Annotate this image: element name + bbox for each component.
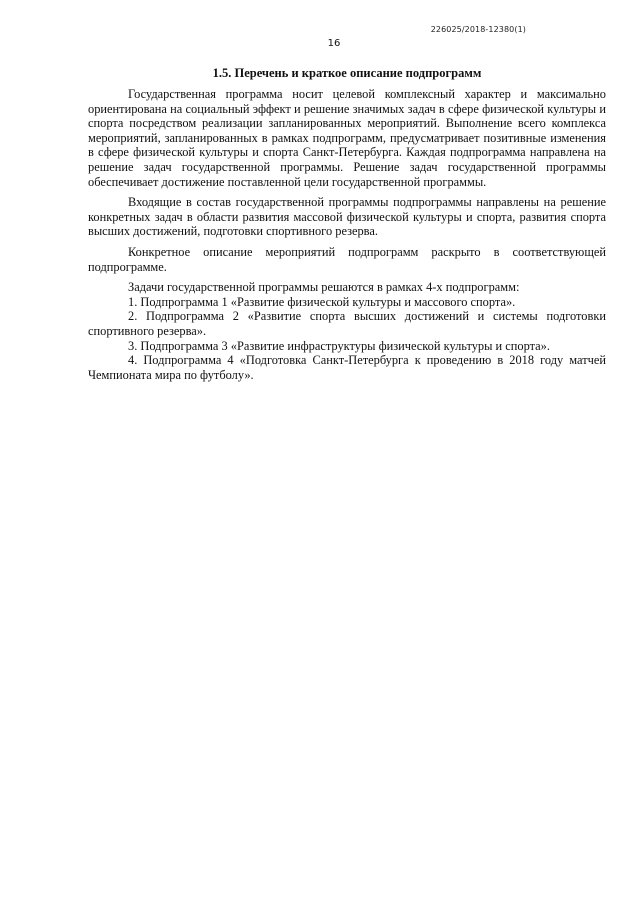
document-id: 226025/2018-12380(1)	[430, 25, 526, 34]
paragraph-subprograms-scope: Входящие в состав государственной программы подпрограммы направлены на решение конкретных задач в области развития массовой физической культуры и спорта, развития спорта высших достижений, подготовки спортивного резерва.	[88, 195, 606, 239]
page-number: 16	[327, 38, 341, 49]
paragraph-description: Конкретное описание мероприятий подпрограмм раскрыто в соответствующей подпрограмме.	[88, 244, 606, 274]
subprogram-item-2: 2. Подпрограмма 2 «Развитие спорта высших достижений и системы подготовки спортивного резерва».	[88, 309, 606, 338]
paragraph-tasks: Задачи государственной программы решаются в рамках 4-х подпрограмм:	[128, 280, 520, 295]
paragraph-intro: Государственная программа носит целевой комплексный характер и максимально ориентирована на социальный эффект и решение значимых задач в сфере физической культуры и спорта посредством реализации запланированных мероприятий. Выполнение всего комплекса мероприятий, запланированных в рамках подпрограмм, предусматривает позитивные изменения в сфере физической культуры и спорта Санкт-Петербурга. Каждая подпрограмма направлена на решение задач государственной программы. Решение задач государственной программы обеспечивает достижение поставленной цели государственной программы.	[88, 87, 606, 189]
subprogram-item-1: 1. Подпрограмма 1 «Развитие физической культуры и массового спорта».	[128, 294, 516, 309]
subprogram-item-4: 4. Подпрограмма 4 «Подготовка Санкт-Петербурга к проведению в 2018 году матчей Чемпионата мира по футболу».	[88, 353, 606, 382]
document-body	[88, 87, 606, 382]
subprogram-item-3: 3. Подпрограмма 3 «Развитие инфраструктуры физической культуры и спорта».	[128, 338, 550, 353]
section-heading: 1.5. Перечень и краткое описание подпрограмм	[212, 66, 482, 80]
